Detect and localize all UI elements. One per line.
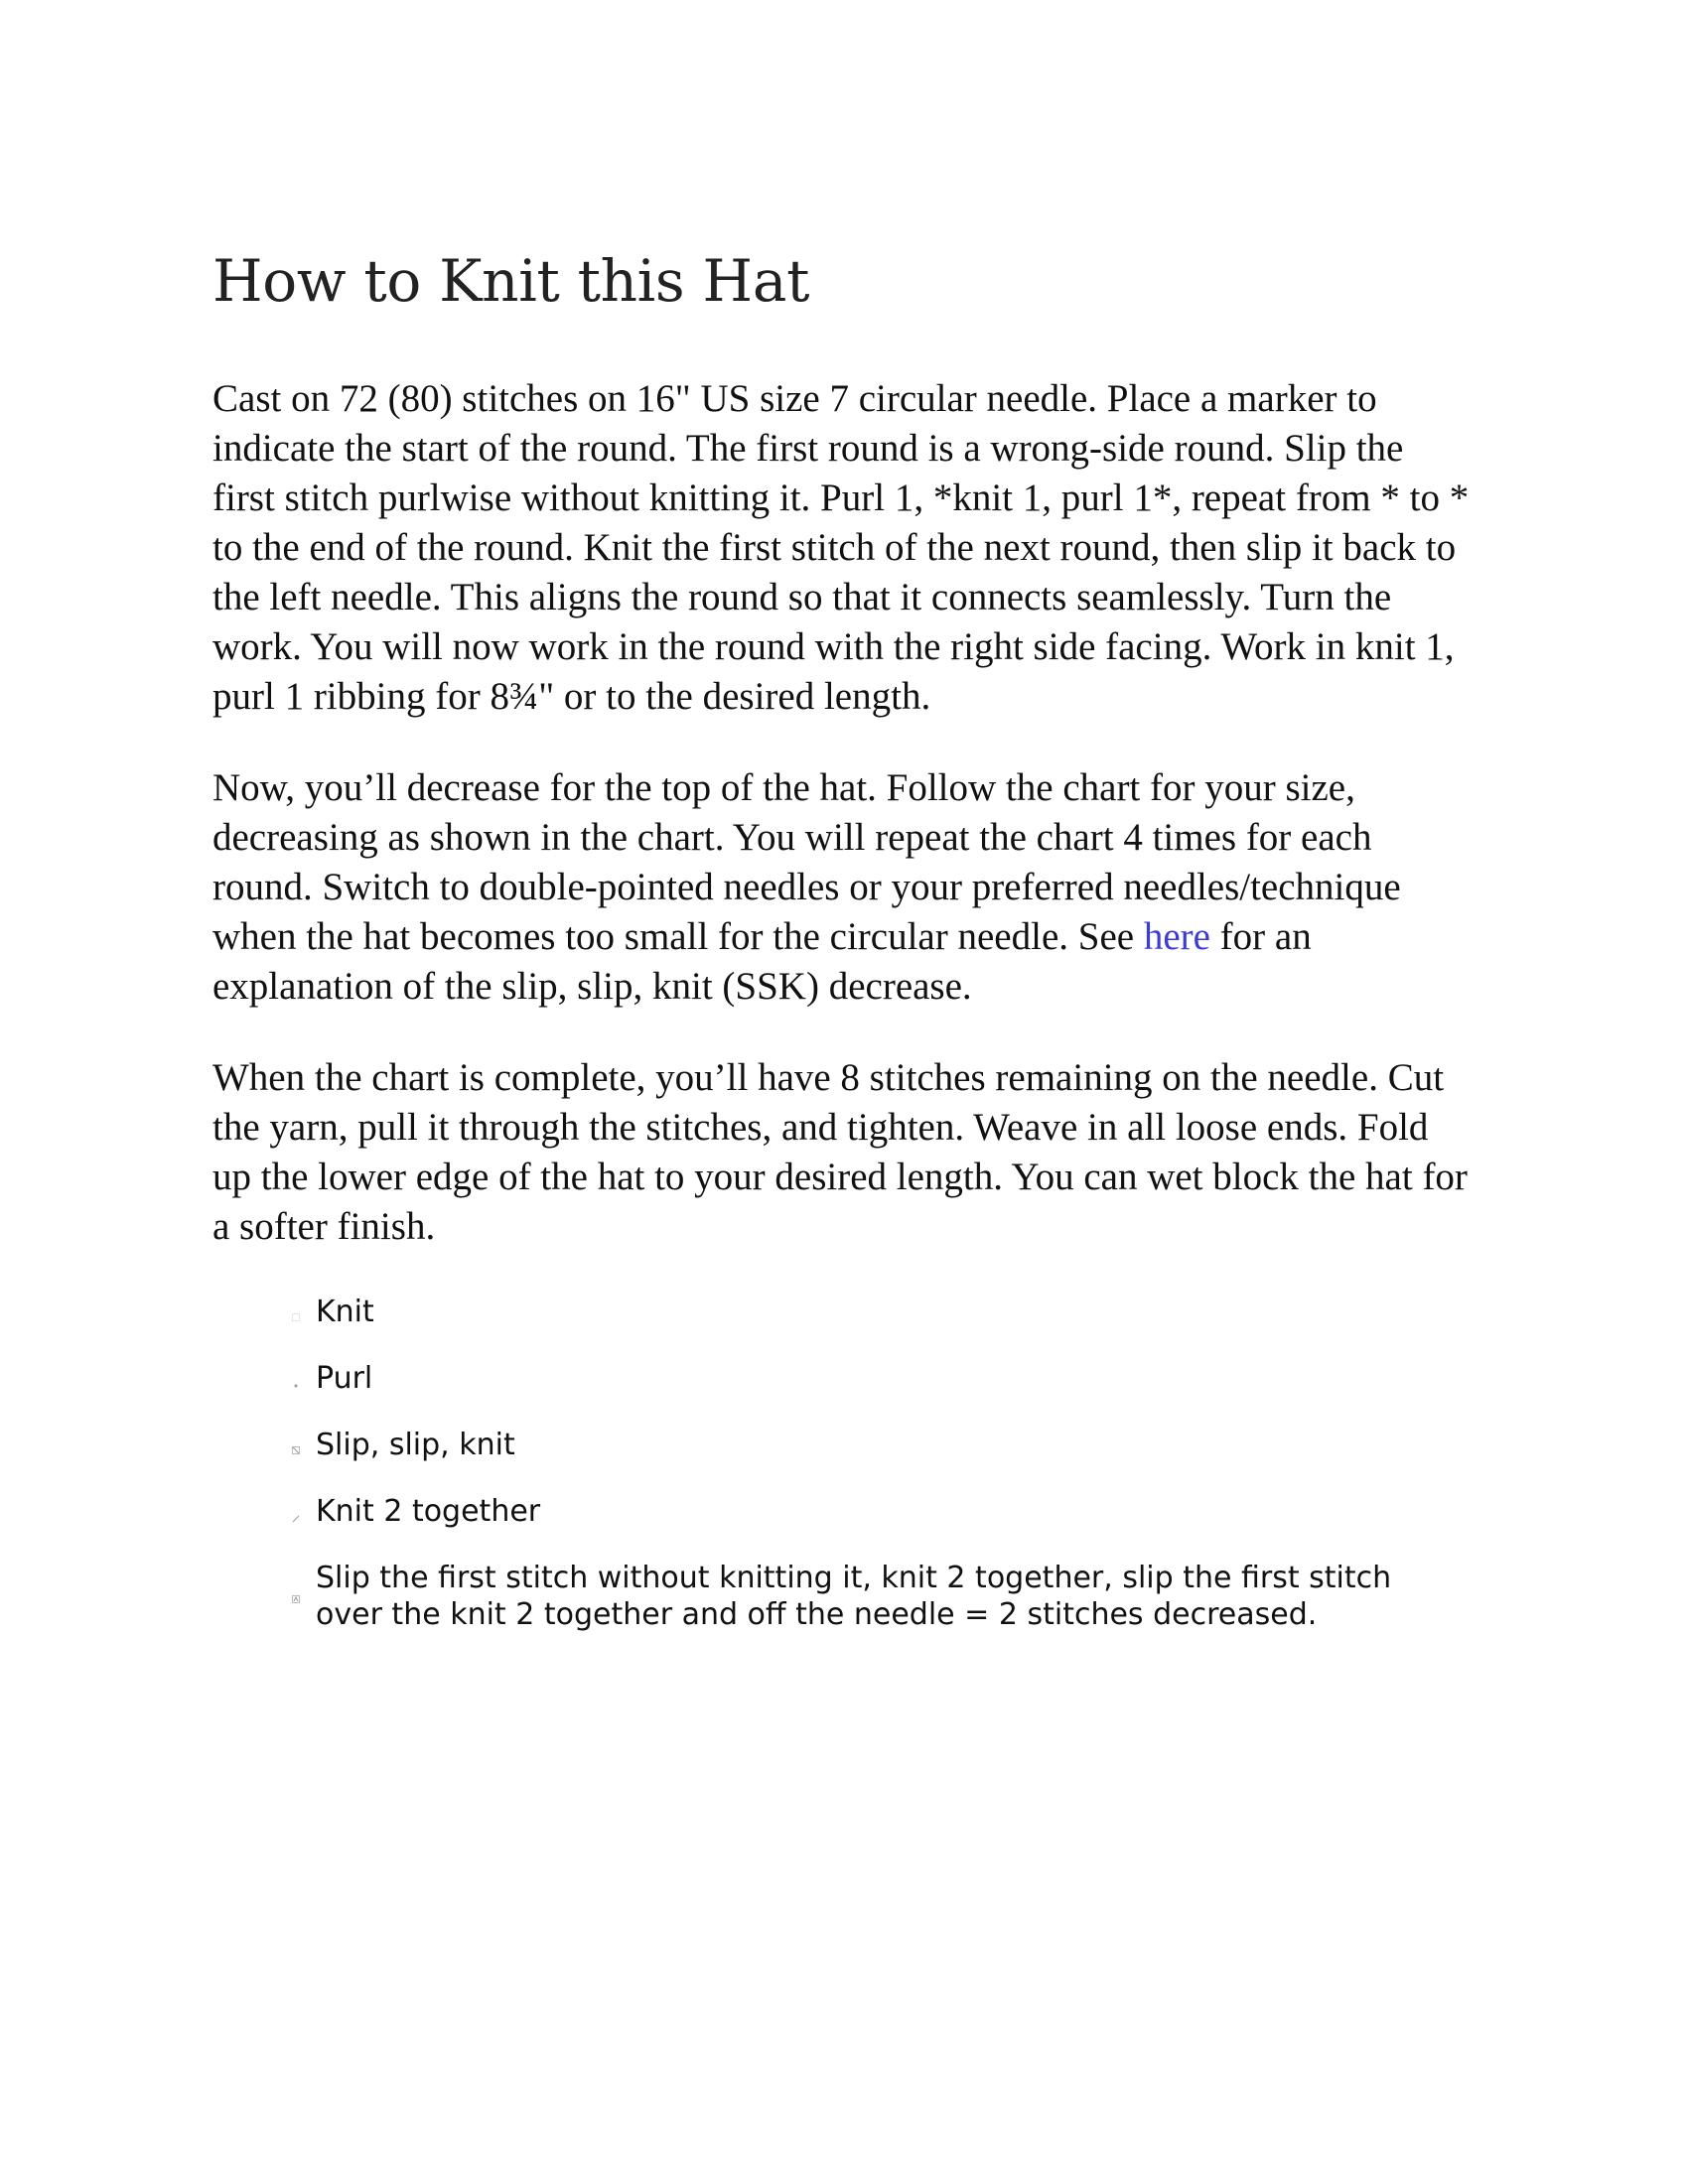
paragraph-decrease-text-end: for an explanation of the slip, slip, knit (SSK) decrease. [212,914,1312,1008]
knit-symbol-icon [292,1313,300,1321]
sk2p-symbol-icon [292,1595,300,1603]
paragraph-decrease-text-start: Now, you’ll decrease for the top of the hat. Follow the chart for your size, decreasing as shown in the chart. You will repeat the chart 4 times for each round. Switch to double-pointed needles or your preferred needles/technique when the hat becomes too small for the circular needle. See [212,765,1401,958]
ssk-symbol-icon [292,1446,300,1454]
legend-label: Purl [316,1360,373,1396]
legend-item-knit [212,1294,1458,1330]
paragraph-finishing: When the chart is complete, you’ll have 8 stitches remaining on the needle. Cut the yarn, pull it through the stitches, and tighten. Weave in all loose ends. Fold up the lower edge of the hat to your desired length. You can wet block the hat for a softer finish. [212,1055,1468,1248]
legend-item-k2tog [212,1493,1458,1530]
legend-label: Knit [316,1294,374,1329]
chart-legend [212,1294,1474,1633]
ssk-explanation-link[interactable]: here [1143,914,1210,958]
page-title: How to Knit this Hat [212,247,810,315]
purl-symbol-icon [292,1382,300,1390]
legend-label: Knit 2 together [316,1493,541,1529]
legend-item-purl [212,1360,1458,1397]
legend-label: Slip the first stitch without knitting it, knit 2 together, slip the first stitch over the knit 2 together and off the needle = 2 stitches decreased. [316,1560,1392,1632]
legend-label: Slip, slip, knit [316,1427,515,1462]
k2tog-symbol-icon [292,1515,300,1523]
document-content [212,248,1474,1663]
paragraph-decrease [212,763,1474,1012]
legend-item-ssk [212,1427,1458,1463]
legend-item-sk2p [212,1560,1458,1633]
paragraph-cast-on: Cast on 72 (80) stitches on 16" US size 7 circular needle. Place a marker to indicate the start of the round. The first round is a wrong-side round. Slip the first stitch purlwise without knitting it. Purl 1, *knit 1, purl 1*, repeat from * to * to the end of the round. Knit the first stitch of the next round, then slip it back to the left needle. This aligns the round so that it connects seamlessly. Turn the work. You will now work in the round with the right side facing. Work in knit 1, purl 1 ribbing for 8¾" or to the desired length. [212,376,1470,718]
